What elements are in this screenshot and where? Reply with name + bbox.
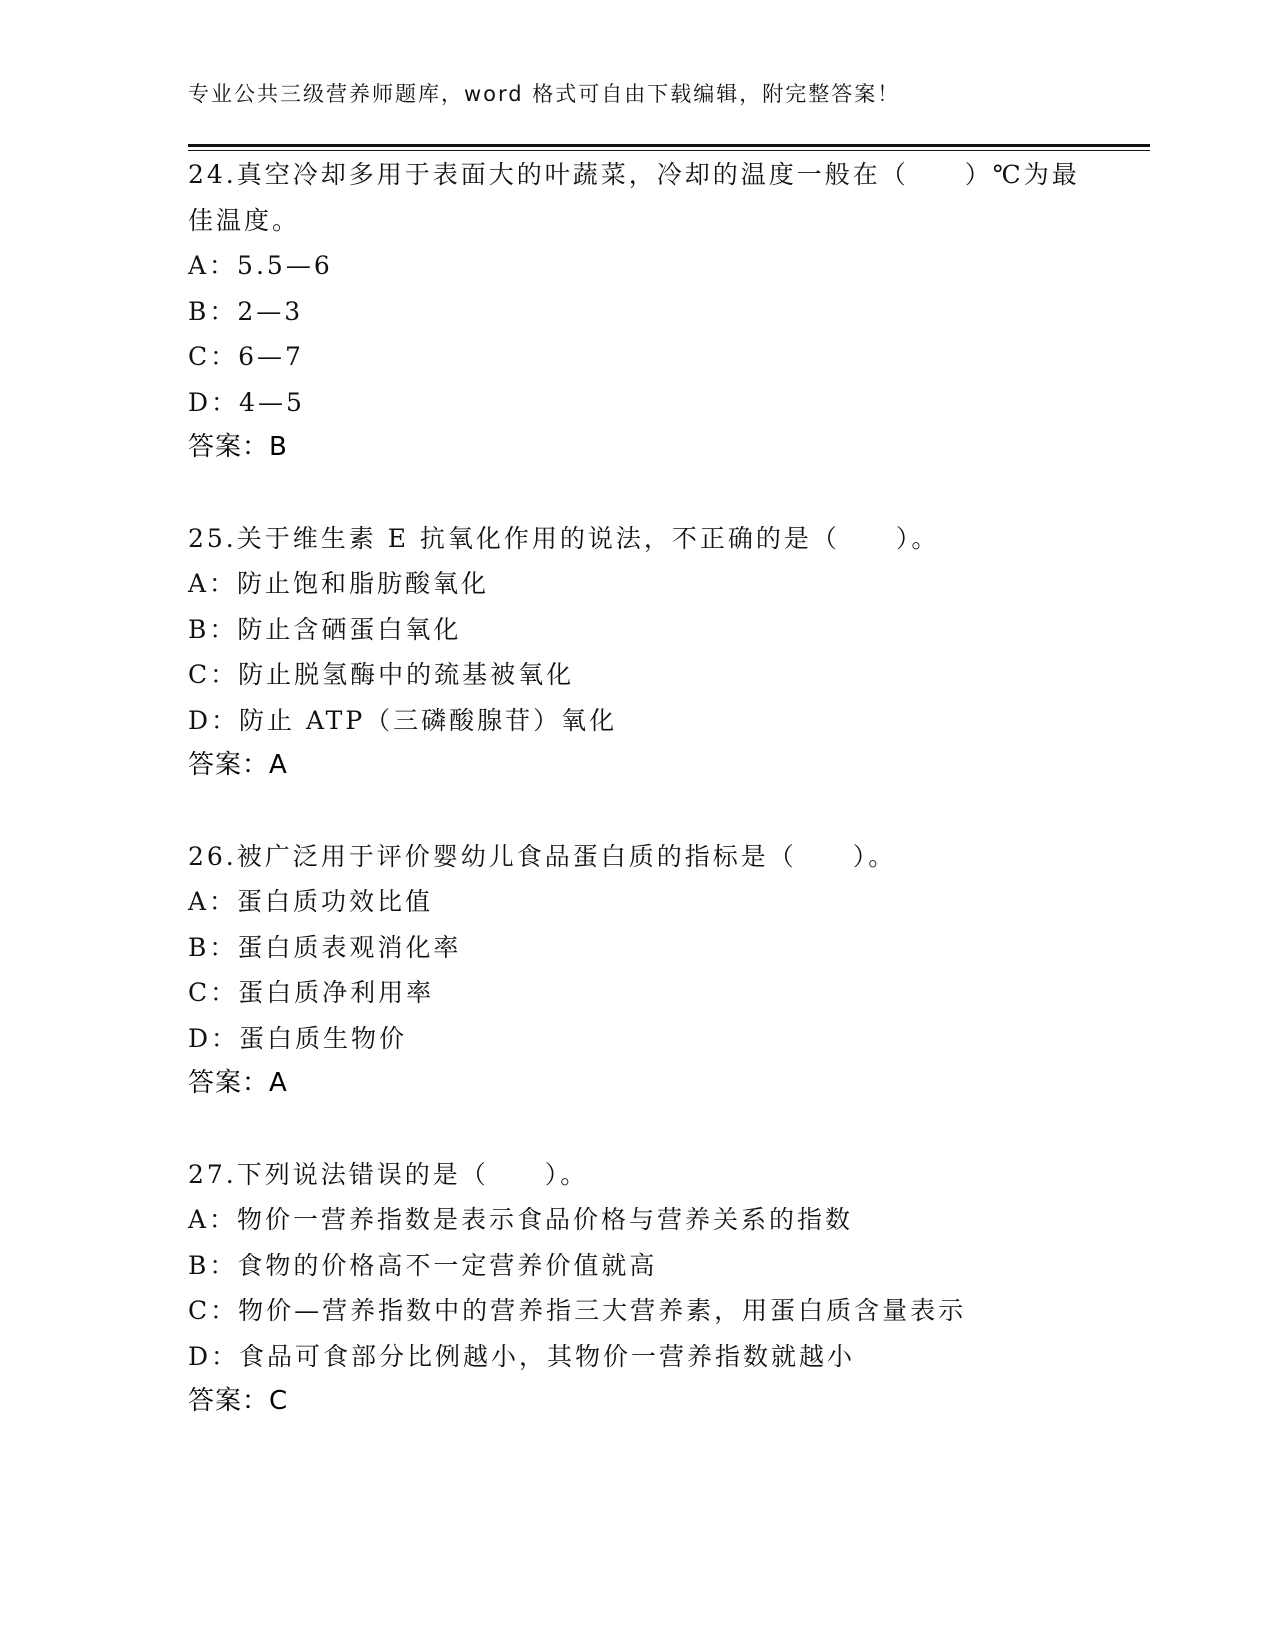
- option-b: B：蛋白质表观消化率: [188, 932, 462, 962]
- option-d: D：4—5: [188, 387, 305, 417]
- answer: 答案：B: [188, 432, 288, 462]
- question-25: [188, 516, 1088, 789]
- option-a: A：5.5—6: [188, 251, 333, 280]
- option-c: C：蛋白质净利用率: [188, 978, 435, 1007]
- option-a: A：物价一营养指数是表示食品价格与营养关系的指数: [188, 1205, 854, 1234]
- option-d: D：食品可食部分比例越小，其物价一营养指数就越小: [188, 1341, 856, 1371]
- option-c: C：6—7: [188, 342, 304, 371]
- question-27: [188, 1152, 1088, 1425]
- option-b: B：食物的价格高不一定营养价值就高: [188, 1250, 658, 1280]
- question-stem: 25.关于维生素 E 抗氧化作用的说法，不正确的是（ ）。: [188, 523, 940, 553]
- answer: 答案：A: [188, 750, 288, 780]
- page-header: 专业公共三级营养师题库，word 格式可自由下载编辑，附完整答案！: [188, 82, 901, 106]
- option-c: C：物价—营养指数中的营养指三大营养素，用蛋白质含量表示: [188, 1296, 967, 1325]
- option-d: D：蛋白质生物价: [188, 1023, 408, 1053]
- option-a: A：蛋白质功效比值: [188, 887, 434, 916]
- option-b: B：2—3: [188, 296, 304, 326]
- question-stem: 27.下列说法错误的是（ ）。: [188, 1159, 589, 1189]
- question-list: [188, 152, 1088, 1470]
- question-stem: 24.真空冷却多用于表面大的叶蔬菜，冷却的温度一般在（ ）℃为最佳温度。: [188, 160, 1080, 235]
- question-24: [188, 152, 1088, 471]
- option-d: D：防止 ATP（三磷酸腺苷）氧化: [188, 705, 618, 735]
- option-c: C：防止脱氢酶中的巯基被氧化: [188, 660, 575, 689]
- question-stem: 26.被广泛用于评价婴幼儿食品蛋白质的指标是（ ）。: [188, 841, 897, 871]
- option-b: B：防止含硒蛋白氧化: [188, 614, 462, 644]
- answer: 答案：C: [188, 1386, 289, 1416]
- header-divider: [188, 144, 1150, 147]
- header-divider-thin: [188, 150, 1150, 151]
- question-26: [188, 834, 1088, 1107]
- answer: 答案：A: [188, 1068, 288, 1098]
- option-a: A：防止饱和脂肪酸氧化: [188, 569, 490, 598]
